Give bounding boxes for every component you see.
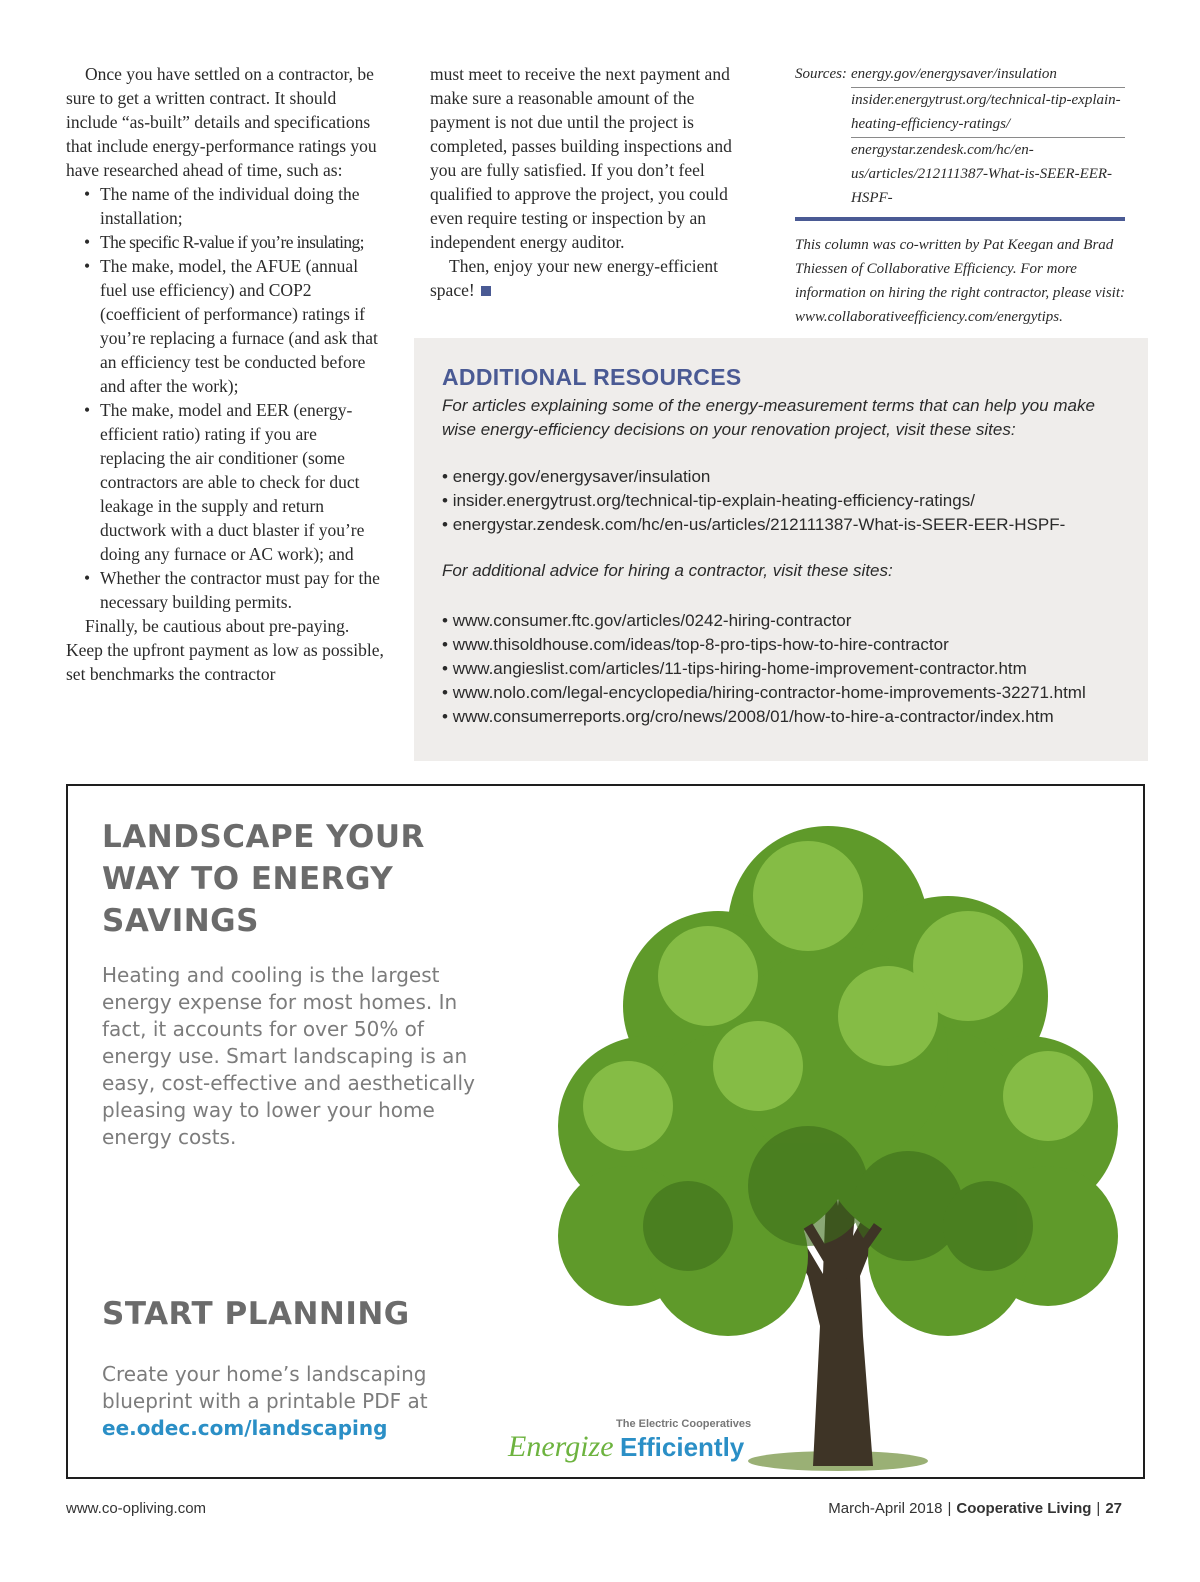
paragraph-prepaying: Finally, be cautious about pre-paying. Keep the upfront payment as low as possible, set benchmarks the contractor bbox=[66, 616, 384, 684]
footer-publication: Cooperative Living bbox=[956, 1500, 1092, 1517]
ad-url-link[interactable]: ee.odec.com/landscaping bbox=[102, 1416, 388, 1440]
ad-cta-text: Create your home’s landscaping blueprint with a printable PDF at bbox=[102, 1362, 428, 1413]
closing-text: Then, enjoy your new energy-efficient space! bbox=[430, 256, 719, 300]
list-item: • Whether the contractor must pay for the necessary building permits. bbox=[66, 566, 384, 614]
list-item: • The specific R-value if you’re insulating; bbox=[66, 230, 384, 254]
author-credit: This column was co-written by Pat Keegan and Brad Thiessen of Collaborative Efficiency. For more information on hiring the right contractor, please visit: www.collaborativeefficiency.com/energytips. bbox=[795, 237, 1125, 325]
article-column-1 bbox=[66, 62, 384, 686]
resource-link[interactable]: • www.thisoldhouse.com/ideas/top-8-pro-tips-how-to-hire-contractor bbox=[442, 633, 1086, 657]
resource-link[interactable]: • www.angieslist.com/articles/11-tips-hiring-home-improvement-contractor.htm bbox=[442, 657, 1086, 681]
source-link[interactable]: energystar.zendesk.com/hc/en-us/articles/212111387-What-is-SEER-EER-HSPF- bbox=[851, 142, 1113, 206]
paragraph-closing bbox=[430, 254, 750, 302]
tree-illustration bbox=[508, 806, 1145, 1476]
list-item: • The name of the individual doing the installation; bbox=[66, 182, 384, 230]
resource-link[interactable]: • www.consumerreports.org/cro/news/2008/01/how-to-hire-a-contractor/index.htm bbox=[442, 705, 1086, 729]
ad-headline: LANDSCAPE YOUR WAY TO ENERGY SAVINGS bbox=[102, 819, 425, 939]
sources-list bbox=[851, 62, 1125, 211]
footer-issue: March-April 2018 bbox=[828, 1500, 943, 1517]
paragraph-contract: Once you have settled on a contractor, be sure to get a written contract. It should include “as-built” details and specifications that include energy-performance ratings you have researched ahead of time, such as: bbox=[66, 64, 377, 180]
footer-separator: | bbox=[1096, 1500, 1101, 1517]
sources-label: Sources: bbox=[795, 66, 847, 82]
ad-subhead: START PLANNING bbox=[102, 1296, 410, 1332]
divider-rule bbox=[795, 217, 1125, 221]
footer-separator: | bbox=[947, 1500, 952, 1517]
resources-intro: For articles explaining some of the energy-measurement terms that can help you make wise energy-efficiency decisions on your renovation project, visit these sites: bbox=[442, 396, 1095, 439]
footer-issue-info bbox=[828, 1500, 1122, 1517]
sources-block bbox=[795, 62, 1125, 211]
ad-call-to-action bbox=[102, 1361, 502, 1442]
hiring-link-list bbox=[442, 609, 1086, 729]
end-mark-icon bbox=[481, 286, 491, 296]
contract-details-list bbox=[66, 182, 384, 614]
landscaping-advertisement bbox=[66, 784, 1145, 1479]
resource-link[interactable]: • www.consumer.ftc.gov/articles/0242-hiring-contractor bbox=[442, 609, 1086, 633]
resource-link[interactable]: • energystar.zendesk.com/hc/en-us/articles/212111387-What-is-SEER-EER-HSPF- bbox=[442, 513, 1065, 537]
sources-column bbox=[795, 62, 1125, 329]
energize-efficiently-logo bbox=[508, 1414, 768, 1474]
source-link[interactable]: insider.energytrust.org/technical-tip-explain-heating-efficiency-ratings/ bbox=[851, 88, 1125, 138]
logo-energize: Energize bbox=[508, 1430, 614, 1463]
logo-tagline: The Electric Cooperatives bbox=[616, 1418, 752, 1430]
list-item: • The make, model, the AFUE (annual fuel use efficiency) and COP2 (coefficient of performance) ratings if you’re replacing a furnace (and ask that an efficiency test be conducted before and after the work); bbox=[66, 254, 384, 398]
resources-title: ADDITIONAL RESOURCES bbox=[442, 364, 742, 390]
resource-link[interactable]: • www.nolo.com/legal-encyclopedia/hiring-contractor-home-improvements-32271.html bbox=[442, 681, 1086, 705]
list-item: • The make, model and EER (energy-efficient ratio) rating if you are replacing the air conditioner (some contractors are able to check for duct leakage in the supply and return ductwork with a duct blaster if you’re doing any furnace or AC work); and bbox=[66, 398, 384, 566]
terms-link-list bbox=[442, 465, 1065, 537]
logo-efficiently: Efficiently bbox=[620, 1432, 745, 1462]
footer-website[interactable]: www.co-opliving.com bbox=[66, 1500, 207, 1517]
article-column-2 bbox=[430, 62, 750, 302]
additional-resources-box bbox=[414, 338, 1148, 761]
resource-link[interactable]: • insider.energytrust.org/technical-tip-explain-heating-efficiency-ratings/ bbox=[442, 489, 1065, 513]
paragraph-payment: must meet to receive the next payment and make sure a reasonable amount of the payment is not due until the project is completed, passes building inspections and you are fully satisfied. If you don’t feel qualified to approve the project, you could even require testing or inspection by an independent energy auditor. bbox=[430, 64, 732, 252]
resource-link[interactable]: • energy.gov/energysaver/insulation bbox=[442, 465, 1065, 489]
page-number: 27 bbox=[1105, 1500, 1122, 1517]
ad-body-text: Heating and cooling is the largest energy expense for most homes. In fact, it accounts for over 50% of energy use. Smart landscaping is an easy, cost-effective and aesthetically pleasing way to lower your home energy costs. bbox=[102, 963, 475, 1149]
source-link[interactable]: energy.gov/energysaver/insulation bbox=[851, 62, 1125, 88]
hiring-intro: For additional advice for hiring a contractor, visit these sites: bbox=[442, 561, 893, 580]
